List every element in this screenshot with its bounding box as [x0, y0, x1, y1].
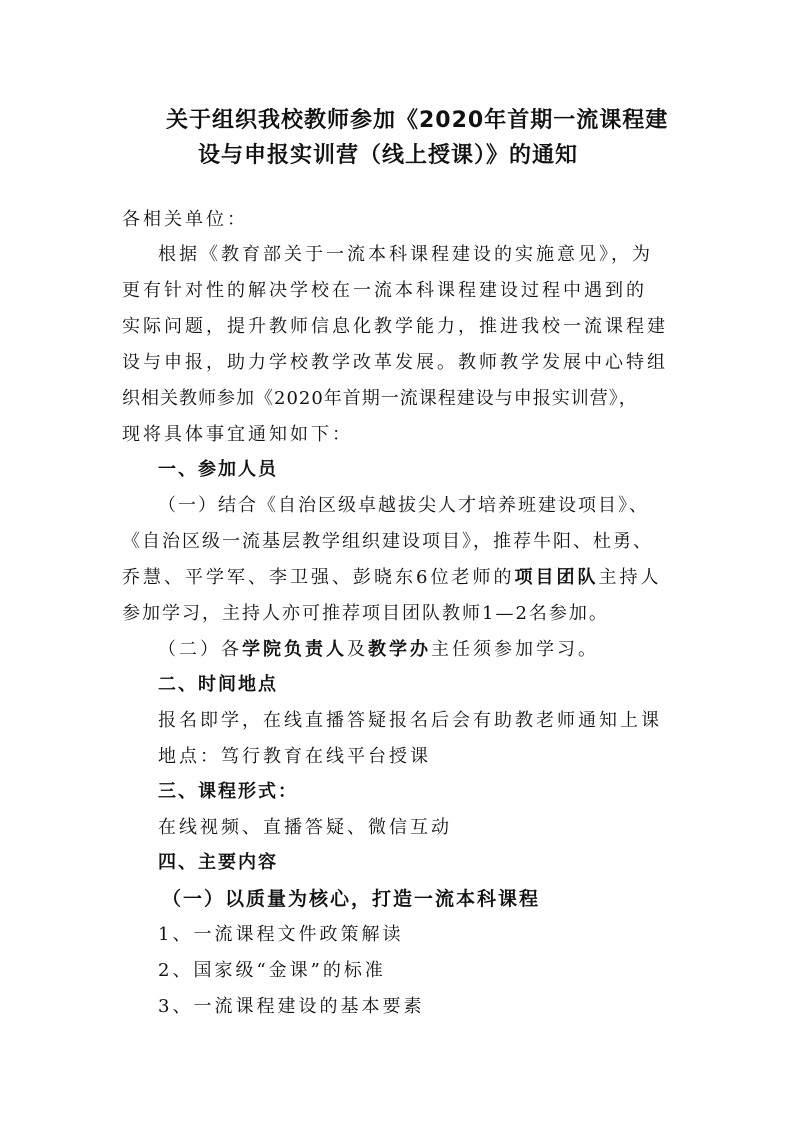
project-team-emphasis: 项目团队: [514, 567, 599, 588]
section-4-subheading: （一）以质量为核心，打造一流本科课程: [162, 888, 541, 910]
section-1-item-1-line-1: （一）结合《自治区级卓越拔尖人才培养班建设项目》、: [158, 495, 649, 516]
section-2-line-2: 地点：笃行教育在线平台授课: [158, 746, 431, 767]
line-3-text: 乔慧、平学军、李卫强、彭晓东6位老师的: [122, 567, 515, 588]
intro-line-1: 根据《教育部关于一流本科课程建设的实施意见》，为: [158, 244, 653, 265]
item-2-prefix: （二）各: [158, 639, 242, 660]
section-1-heading: 一、参加人员: [158, 459, 278, 480]
section-3-line-1: 在线视频、直播答疑、微信互动: [158, 817, 452, 838]
document-title-line-2: 设与申报实训营（线上授课）》的通知: [198, 143, 579, 168]
intro-line-2: 更有针对性的解决学校在一流本科课程建设过程中遇到的: [122, 280, 647, 301]
section-1-item-1-line-2: 《自治区级一流基层教学组织建设项目》，推荐牛阳、杜勇、: [122, 531, 653, 552]
section-2-heading: 二、时间地点: [158, 674, 278, 695]
section-1-item-2: [158, 638, 599, 662]
salutation: 各相关单位：: [122, 209, 248, 230]
section-2-line-1: 报名即学，在线直播答疑报名后会有助教老师通知上课: [158, 710, 662, 731]
item-2-suffix: 主任须参加学习。: [431, 639, 599, 660]
intro-line-5: 织相关教师参加《2020年首期一流课程建设与申报实训营》，: [122, 388, 638, 409]
section-3-heading: 三、课程形式：: [158, 781, 298, 802]
section-4-item-2: 2、国家级“金课”的标准: [158, 960, 386, 981]
teaching-office-emphasis: 教学办: [368, 639, 431, 660]
intro-line-3: 实际问题，提升教师信息化教学能力，推进我校一流课程建: [122, 316, 668, 337]
college-leaders-emphasis: 学院负责人: [242, 639, 347, 660]
intro-line-4: 设与申报，助力学校教学改革发展。教师教学发展中心特组: [122, 352, 668, 373]
document-title-line-1: 关于组织我校教师参加《2020年首期一流课程建: [166, 108, 669, 133]
item-2-and: 及: [347, 639, 368, 660]
section-4-item-3: 3、一流课程建设的基本要素: [158, 996, 425, 1017]
section-1-item-1-line-3: [122, 566, 661, 590]
section-4-item-1: 1、一流课程文件政策解读: [158, 924, 404, 945]
line-3-text-end: 主持人: [598, 567, 662, 588]
section-1-item-1-line-4: 参加学习，主持人亦可推荐项目团队教师1—2名参加。: [122, 603, 609, 624]
intro-line-6: 现将具体事宜通知如下：: [122, 424, 353, 445]
section-4-heading: 四、主要内容: [158, 852, 278, 873]
